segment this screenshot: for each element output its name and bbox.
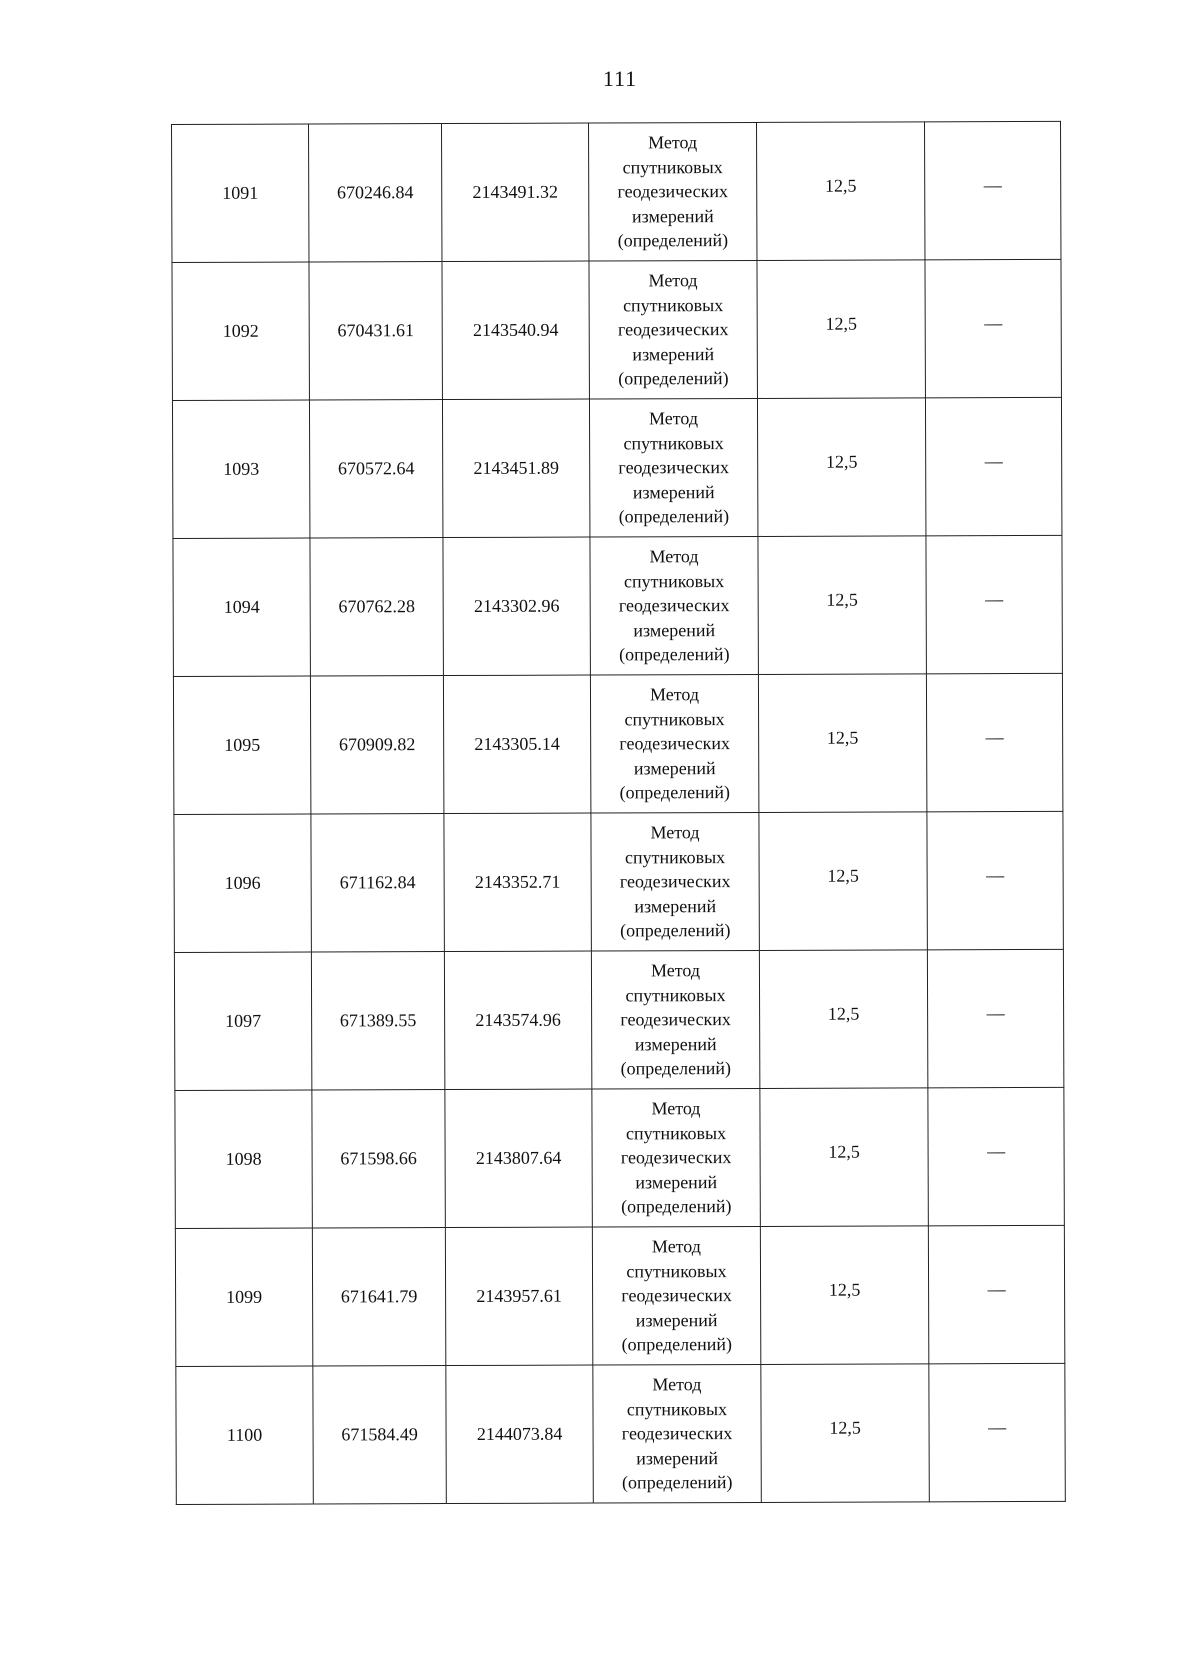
accuracy-value: 12,5 — [825, 313, 857, 334]
table-row — [172, 397, 1061, 538]
table-row — [173, 535, 1062, 676]
x-coordinate-cell: 670572.64 — [309, 400, 442, 538]
method-cell — [590, 536, 758, 675]
accuracy-value: 12,5 — [828, 1141, 860, 1162]
y-coordinate-cell: 2143352.71 — [444, 813, 591, 952]
description-value: — — [984, 451, 1003, 472]
x-coordinate-cell: 670246.84 — [309, 124, 442, 262]
description-cell — [927, 811, 1063, 949]
point-number-cell: 1100 — [176, 1366, 313, 1504]
point-number-cell: 1099 — [175, 1228, 312, 1366]
method-cell — [589, 260, 757, 399]
accuracy-cell — [761, 1364, 929, 1503]
accuracy-cell — [759, 812, 927, 951]
accuracy-cell — [757, 398, 925, 537]
accuracy-cell — [758, 674, 926, 813]
y-coordinate-cell: 2143957.61 — [445, 1227, 592, 1366]
point-number-cell: 1097 — [174, 952, 311, 1090]
accuracy-cell — [760, 1088, 928, 1227]
point-number-cell: 1098 — [175, 1090, 312, 1228]
description-value: — — [986, 865, 1005, 886]
table-row — [176, 1363, 1065, 1504]
method-cell — [591, 812, 759, 951]
method-cell — [590, 674, 758, 813]
description-value: — — [988, 1417, 1007, 1438]
table-row — [174, 949, 1063, 1090]
method-text: Метод спутниковых геодезических измерений (определений) — [618, 546, 730, 665]
method-cell — [592, 1226, 760, 1365]
method-cell — [591, 950, 759, 1089]
method-text: Метод спутниковых геодезических измерений (определений) — [618, 408, 730, 527]
table-row — [172, 259, 1061, 400]
description-cell — [925, 397, 1061, 535]
accuracy-value: 12,5 — [829, 1417, 861, 1438]
table-row — [172, 121, 1061, 262]
method-cell — [589, 398, 757, 537]
accuracy-value: 12,5 — [824, 175, 857, 196]
description-cell — [925, 259, 1061, 397]
accuracy-value: 12,5 — [827, 865, 859, 886]
method-text: Метод спутниковых геодезических измерений (определений) — [617, 132, 729, 251]
x-coordinate-cell: 670909.82 — [310, 676, 443, 814]
y-coordinate-cell: 2143302.96 — [443, 537, 590, 676]
point-number-cell: 1095 — [173, 676, 310, 814]
x-coordinate-cell: 671389.55 — [311, 952, 444, 1090]
y-coordinate-cell: 2143305.14 — [443, 675, 590, 814]
accuracy-cell — [756, 122, 924, 261]
description-cell — [929, 1363, 1065, 1501]
y-coordinate-cell: 2143451.89 — [442, 399, 589, 538]
point-number-cell: 1091 — [172, 124, 309, 262]
description-cell — [928, 1225, 1064, 1363]
description-cell — [928, 1087, 1064, 1225]
point-number-cell: 1096 — [174, 814, 311, 952]
method-cell — [592, 1088, 760, 1227]
y-coordinate-cell: 2143491.32 — [442, 123, 589, 262]
method-text: Метод спутниковых геодезических измерений (определений) — [619, 822, 731, 941]
method-text: Метод спутниковых геодезических измерений (определений) — [621, 1374, 733, 1493]
table-row — [174, 811, 1063, 952]
accuracy-cell — [760, 1226, 928, 1365]
accuracy-value: 12,5 — [827, 1003, 860, 1024]
accuracy-value: 12,5 — [826, 727, 859, 748]
description-value: — — [985, 589, 1004, 610]
description-cell — [926, 535, 1062, 673]
y-coordinate-cell: 2143807.64 — [445, 1089, 592, 1228]
x-coordinate-cell: 670762.28 — [310, 538, 443, 676]
y-coordinate-cell: 2143540.94 — [442, 261, 589, 400]
x-coordinate-cell: 671584.49 — [313, 1366, 446, 1504]
y-coordinate-cell: 2143574.96 — [444, 951, 591, 1090]
method-text: Метод спутниковых геодезических измерений (определений) — [619, 684, 731, 803]
x-coordinate-cell: 671598.66 — [312, 1090, 445, 1228]
coordinates-table — [171, 121, 1066, 1505]
description-cell — [927, 949, 1063, 1087]
method-text: Метод спутниковых геодезических измерений (определений) — [620, 960, 732, 1079]
x-coordinate-cell: 671641.79 — [312, 1228, 445, 1366]
accuracy-cell — [758, 536, 926, 675]
x-coordinate-cell: 671162.84 — [311, 814, 444, 952]
coordinates-table-body — [172, 121, 1066, 1504]
accuracy-cell — [757, 260, 925, 399]
method-cell — [588, 122, 756, 261]
point-number-cell: 1092 — [172, 262, 309, 400]
page-number: 111 — [602, 66, 638, 91]
accuracy-value: 12,5 — [826, 589, 858, 610]
description-cell — [926, 673, 1062, 811]
description-value: — — [986, 1003, 1005, 1024]
accuracy-value: 12,5 — [828, 1279, 861, 1300]
description-value: — — [987, 1279, 1006, 1300]
table-row — [175, 1087, 1064, 1228]
table-row — [173, 673, 1062, 814]
description-value: — — [985, 727, 1004, 748]
method-text: Метод спутниковых геодезических измерений (определений) — [620, 1098, 732, 1217]
description-value: — — [983, 175, 1002, 196]
table-row — [175, 1225, 1064, 1366]
x-coordinate-cell: 670431.61 — [309, 262, 442, 400]
y-coordinate-cell: 2144073.84 — [446, 1365, 593, 1504]
accuracy-value: 12,5 — [825, 451, 858, 472]
method-text: Метод спутниковых геодезических измерений (определений) — [617, 270, 729, 389]
accuracy-cell — [759, 950, 927, 1089]
description-value: — — [984, 313, 1003, 334]
point-number-cell: 1094 — [173, 538, 310, 676]
method-text: Метод спутниковых геодезических измерений (определений) — [621, 1236, 732, 1355]
description-value: — — [987, 1141, 1006, 1162]
description-cell — [924, 121, 1060, 259]
method-cell — [593, 1364, 761, 1503]
point-number-cell: 1093 — [172, 400, 309, 538]
